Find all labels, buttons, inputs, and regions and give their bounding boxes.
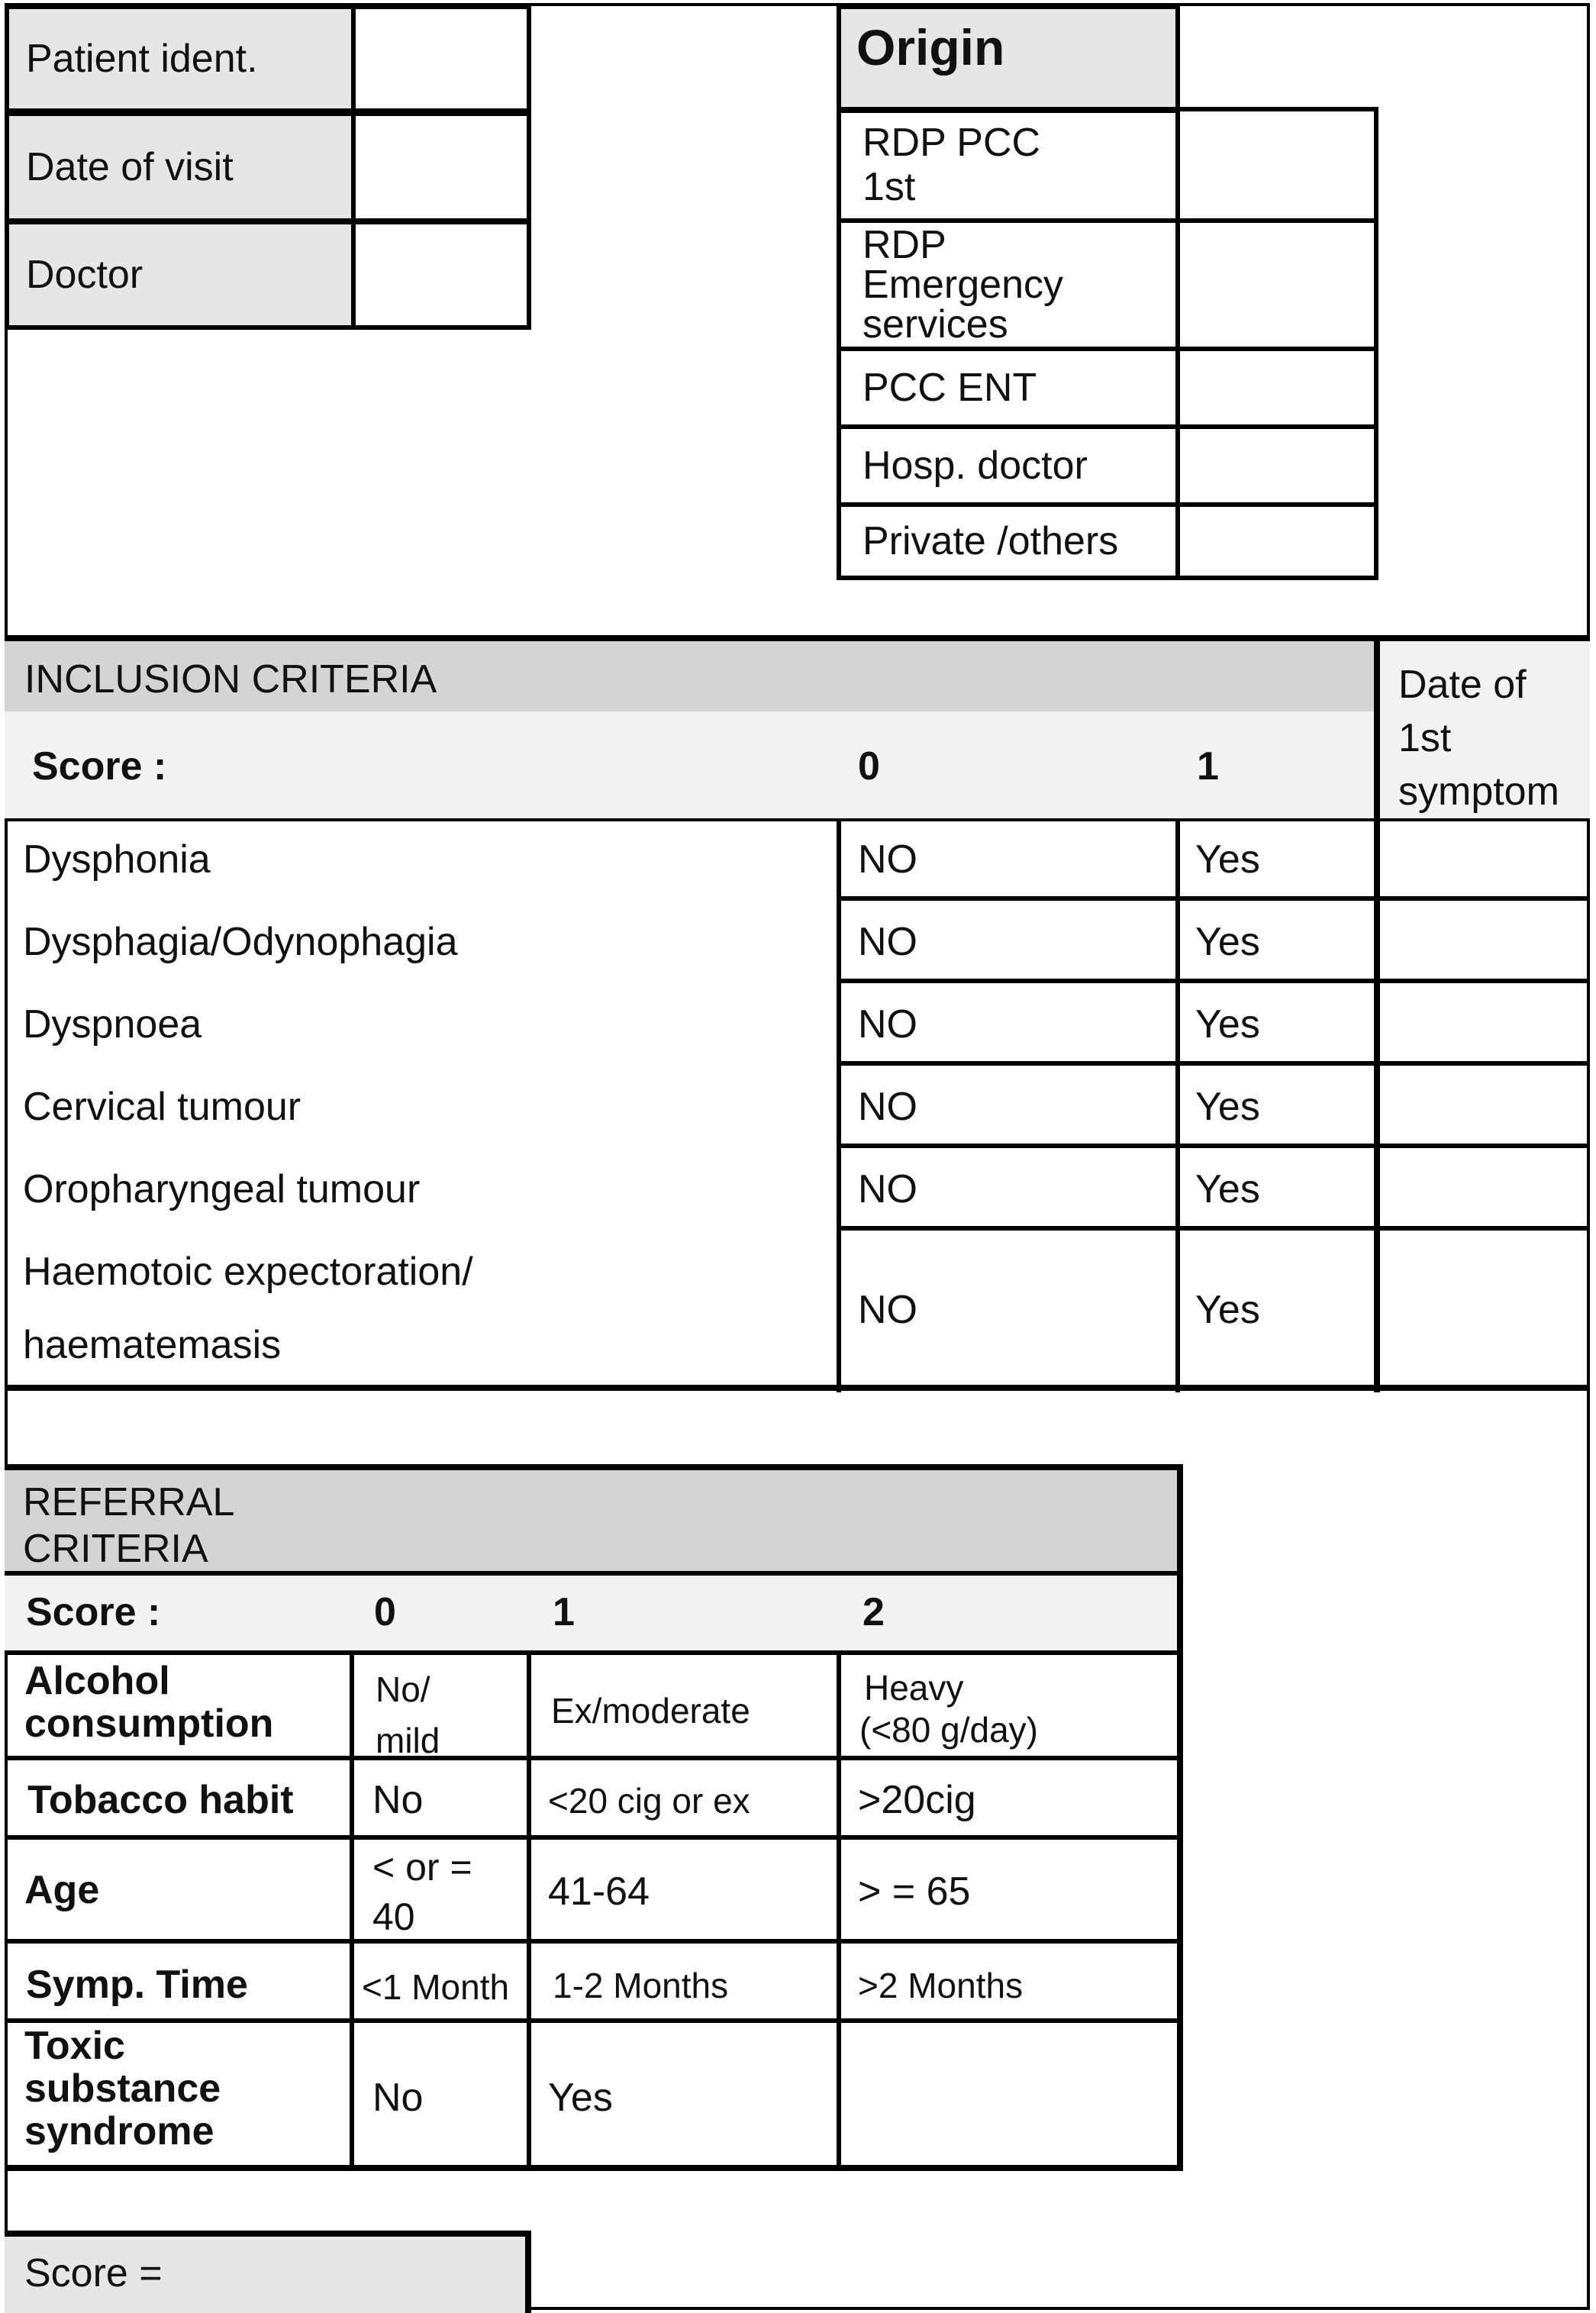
inclusion-divider-date (1374, 820, 1380, 1392)
tobacco-option-2[interactable]: >20cig (858, 1778, 976, 1822)
score-total-label: Score = (24, 2251, 163, 2295)
age-option-0[interactable]: < or = 40 (372, 1846, 472, 1938)
symp-time-label: Symp. Time (26, 1963, 248, 2007)
referral-divider-1 (527, 1655, 531, 2165)
inclusion-yes-option[interactable]: Yes (1195, 920, 1260, 964)
tobacco-label: Tobacco habit (27, 1778, 294, 1822)
referral-row-line (5, 1939, 1177, 1944)
toxic-option-0[interactable]: No (372, 2076, 424, 2120)
origin-checkbox-pcc-ent[interactable] (1175, 347, 1378, 429)
inclusion-row-label: Oropharyngeal tumour (23, 1167, 421, 1211)
origin-option-rdp-pcc-1st: RDP PCC 1st (837, 107, 1180, 223)
referral-row-line (5, 1835, 1177, 1840)
symp-time-option-1[interactable]: 1-2 Months (553, 1966, 729, 2005)
score-total-box[interactable] (5, 2231, 531, 2313)
inclusion-divider-no (837, 820, 841, 1392)
origin-option-rdp-emergency: RDP Emergency services (837, 218, 1180, 351)
inclusion-title-bar (5, 635, 1378, 716)
origin-checkbox-rdp-emergency[interactable] (1175, 218, 1378, 351)
origin-option-private-others: Private /others (837, 502, 1180, 580)
origin-title: Origin (837, 5, 1180, 113)
patient-ident-field[interactable] (351, 5, 531, 113)
inclusion-no-option[interactable]: NO (858, 1288, 917, 1332)
inclusion-date-field[interactable] (1380, 1066, 1586, 1144)
inclusion-date-field[interactable] (1380, 901, 1586, 979)
inclusion-date-field[interactable] (1380, 983, 1586, 1061)
referral-score-bar (5, 1576, 1177, 1655)
alcohol-option-0[interactable]: No/ mild (376, 1669, 440, 1760)
referral-row-line (5, 1756, 1177, 1760)
symp-time-option-0[interactable]: <1 Month (362, 1967, 510, 2007)
origin-checkbox-private-others[interactable] (1175, 502, 1378, 580)
doctor-field[interactable] (351, 220, 531, 330)
inclusion-no-option[interactable]: NO (858, 837, 917, 882)
inclusion-date-field[interactable] (1380, 1148, 1586, 1226)
age-option-1[interactable]: 41-64 (548, 1869, 650, 1914)
inclusion-score-bar (5, 711, 1378, 821)
inclusion-divider-yes (1175, 820, 1180, 1392)
referral-divider-0 (350, 1655, 354, 2165)
inclusion-yes-option[interactable]: Yes (1195, 1288, 1260, 1332)
inclusion-no-option[interactable]: NO (858, 920, 917, 964)
inclusion-no-option[interactable]: NO (858, 1167, 917, 1211)
tobacco-option-0[interactable]: No (372, 1778, 424, 1822)
origin-option-hosp-doctor: Hosp. doctor (837, 424, 1180, 507)
origin-option-pcc-ent: PCC ENT (837, 347, 1180, 429)
toxic-option-1[interactable]: Yes (548, 2076, 613, 2120)
referral-score-2: 2 (862, 1590, 885, 1634)
referral-score-0: 0 (374, 1590, 396, 1634)
tobacco-option-1[interactable]: <20 cig or ex (548, 1781, 750, 1821)
inclusion-row-label-continued: haematemasis (23, 1323, 282, 1367)
inclusion-no-option[interactable]: NO (858, 1085, 917, 1129)
age-label: Age (24, 1868, 100, 1912)
inclusion-row-label: Haemotoic expectoration/ (23, 1250, 473, 1294)
inclusion-no-option[interactable]: NO (858, 1002, 917, 1047)
referral-score-label: Score : (26, 1590, 161, 1634)
inclusion-score-label: Score : (32, 744, 167, 789)
inclusion-yes-option[interactable]: Yes (1195, 837, 1260, 882)
inclusion-title: INCLUSION CRITERIA (24, 657, 437, 702)
age-option-2[interactable]: > = 65 (858, 1869, 971, 1914)
inclusion-yes-option[interactable]: Yes (1195, 1085, 1260, 1129)
date-first-symptom-header: Date of 1st symptom (1374, 635, 1590, 821)
inclusion-row-label: Dysphonia (23, 837, 211, 882)
referral-score-1: 1 (553, 1590, 575, 1634)
inclusion-date-field[interactable] (1380, 1231, 1586, 1385)
inclusion-row-label: Dysphagia/Odynophagia (23, 920, 458, 964)
inclusion-yes-option[interactable]: Yes (1195, 1002, 1260, 1047)
inclusion-score-0: 0 (858, 744, 880, 789)
date-of-visit-field[interactable] (351, 111, 531, 223)
referral-row-line (5, 2018, 1177, 2023)
referral-divider-2 (837, 1655, 841, 2165)
inclusion-date-field[interactable] (1380, 824, 1586, 896)
origin-checkbox-hosp-doctor[interactable] (1175, 424, 1378, 507)
patient-ident-label: Patient ident. (5, 5, 356, 113)
inclusion-row-label: Dyspnoea (23, 1002, 202, 1047)
inclusion-score-1: 1 (1197, 744, 1219, 789)
alcohol-option-2[interactable]: Heavy (<80 g/day) (859, 1668, 1038, 1750)
inclusion-row-label: Cervical tumour (23, 1085, 301, 1129)
toxic-substance-label: Toxic substance syndrome (24, 2024, 221, 2154)
referral-title-bar: REFERRAL CRITERIA (5, 1470, 1177, 1576)
alcohol-option-1[interactable]: Ex/moderate (551, 1691, 750, 1731)
inclusion-yes-option[interactable]: Yes (1195, 1167, 1260, 1211)
doctor-label: Doctor (5, 220, 356, 330)
alcohol-label: Alcohol consumption (24, 1659, 274, 1747)
date-of-visit-label: Date of visit (5, 111, 356, 223)
inclusion-bottom-line (5, 1385, 1590, 1391)
symp-time-option-2[interactable]: >2 Months (858, 1966, 1024, 2005)
origin-checkbox-rdp-pcc-1st[interactable] (1175, 107, 1378, 223)
